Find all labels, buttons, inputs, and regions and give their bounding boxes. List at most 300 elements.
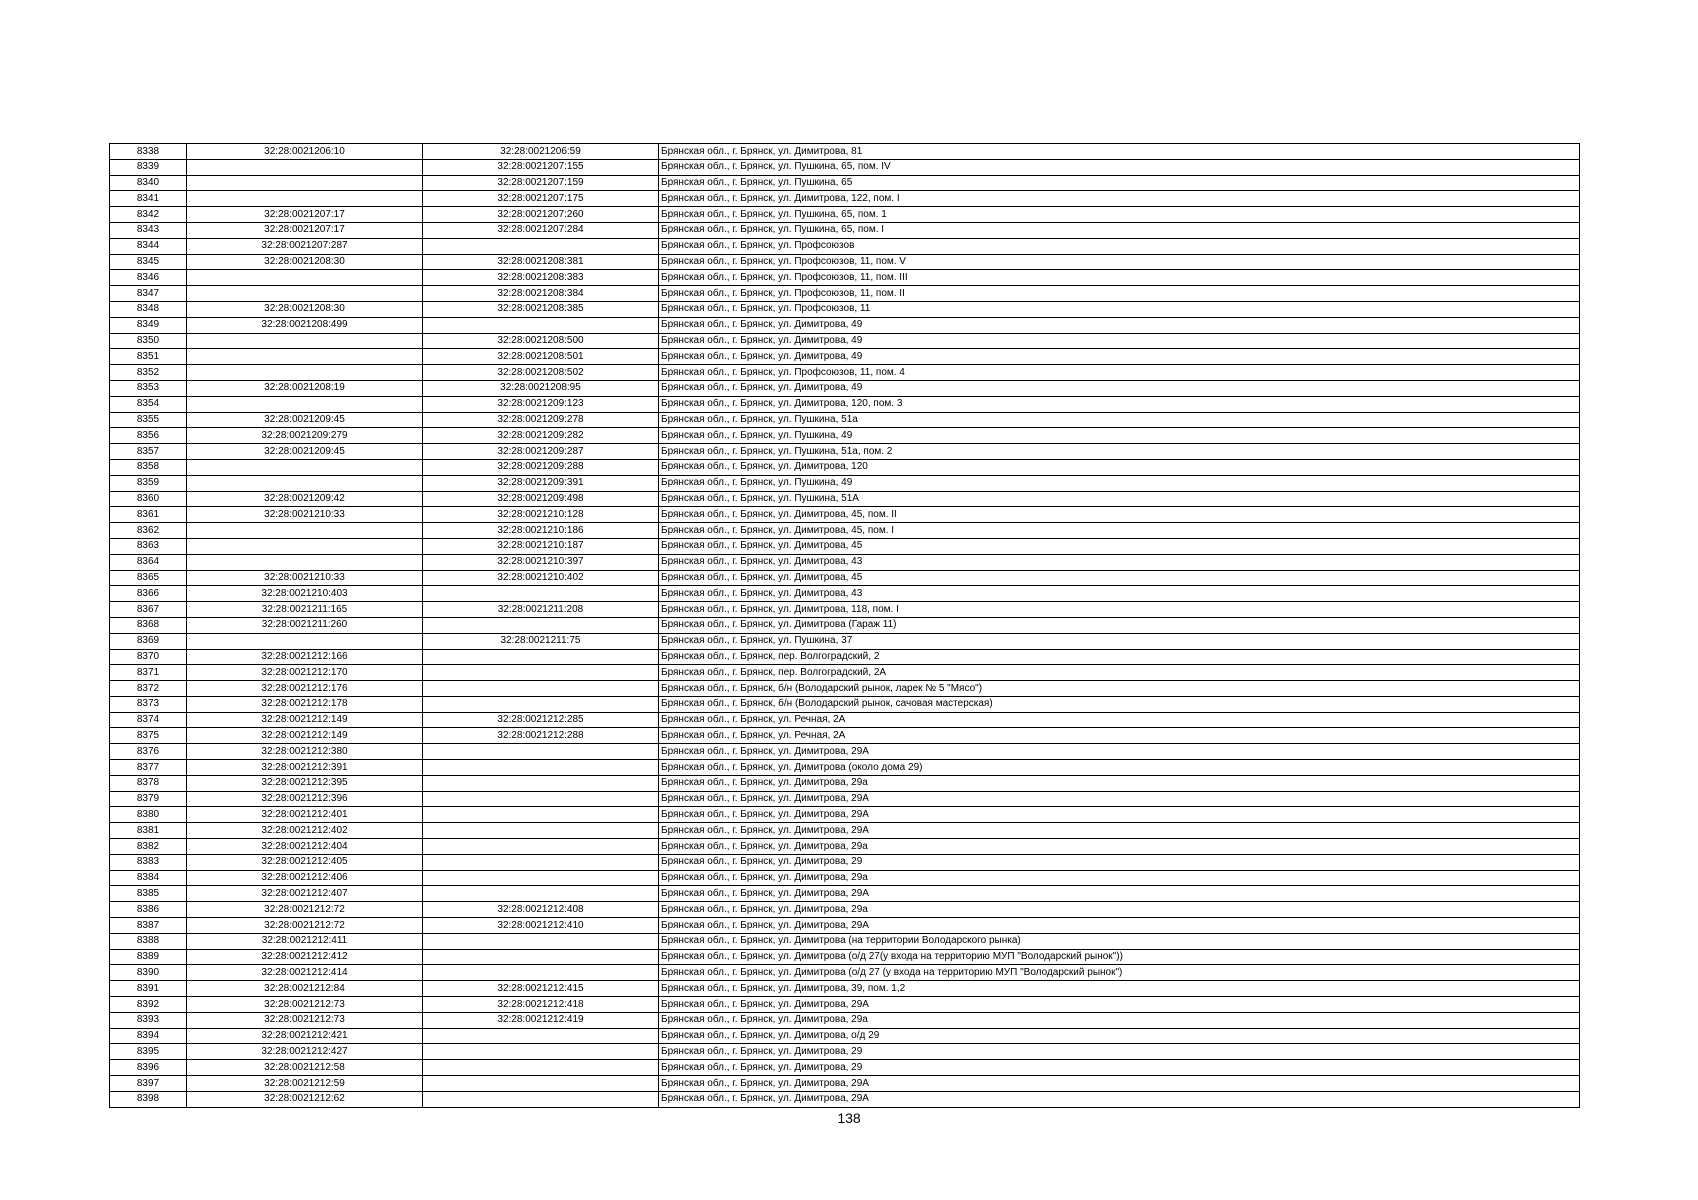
row-number-cell: 8384 — [110, 870, 187, 886]
table-row — [110, 602, 1580, 618]
parent-cadastral-number-cell — [187, 191, 423, 207]
address-cell: Брянская обл., г. Брянск, ул. Димитрова, 29а — [659, 870, 1580, 886]
row-number-cell: 8344 — [110, 238, 187, 254]
parent-cadastral-number-cell: 32:28:0021207:17 — [187, 207, 423, 223]
address-cell: Брянская обл., г. Брянск, ул. Димитрова (о/д 27(у входа на территорию МУП "Володарский рынок")) — [659, 949, 1580, 965]
page-number: 138 — [837, 1110, 861, 1126]
row-number-cell: 8394 — [110, 1028, 187, 1044]
parent-cadastral-number-cell: 32:28:0021210:33 — [187, 507, 423, 523]
parent-cadastral-number-cell — [187, 396, 423, 412]
table-row — [110, 412, 1580, 428]
row-number-cell: 8338 — [110, 144, 187, 160]
table-row — [110, 586, 1580, 602]
address-cell: Брянская обл., г. Брянск, ул. Пушкина, 65, пом. 1 — [659, 207, 1580, 223]
parent-cadastral-number-cell: 32:28:0021212:407 — [187, 886, 423, 902]
address-cell: Брянская обл., г. Брянск, ул. Профсоюзов, 11, пом. III — [659, 270, 1580, 286]
cadastral-number-cell — [423, 760, 659, 776]
row-number-cell: 8355 — [110, 412, 187, 428]
address-cell: Брянская обл., г. Брянск, ул. Димитрова, 29 — [659, 1044, 1580, 1060]
table-row — [110, 981, 1580, 997]
table-row — [110, 191, 1580, 207]
table-row — [110, 380, 1580, 396]
parent-cadastral-number-cell: 32:28:0021209:45 — [187, 444, 423, 460]
row-number-cell: 8387 — [110, 918, 187, 934]
table-row — [110, 428, 1580, 444]
table-row — [110, 175, 1580, 191]
row-number-cell: 8381 — [110, 823, 187, 839]
parent-cadastral-number-cell: 32:28:0021212:166 — [187, 649, 423, 665]
row-number-cell: 8346 — [110, 270, 187, 286]
cadastral-number-cell: 32:28:0021207:159 — [423, 175, 659, 191]
parent-cadastral-number-cell: 32:28:0021212:414 — [187, 965, 423, 981]
address-cell: Брянская обл., г. Брянск, ул. Пушкина, 51а — [659, 412, 1580, 428]
parent-cadastral-number-cell — [187, 349, 423, 365]
address-cell: Брянская обл., г. Брянск, ул. Пушкина, 65, пом. I — [659, 222, 1580, 238]
row-number-cell: 8398 — [110, 1091, 187, 1107]
cadastral-number-cell: 32:28:0021210:128 — [423, 507, 659, 523]
address-cell: Брянская обл., г. Брянск, пер. Волгоградский, 2А — [659, 665, 1580, 681]
cadastral-number-cell: 32:28:0021212:419 — [423, 1012, 659, 1028]
row-number-cell: 8341 — [110, 191, 187, 207]
row-number-cell: 8351 — [110, 349, 187, 365]
parent-cadastral-number-cell — [187, 554, 423, 570]
cadastral-number-cell — [423, 586, 659, 602]
parent-cadastral-number-cell: 32:28:0021212:62 — [187, 1091, 423, 1107]
address-cell: Брянская обл., г. Брянск, ул. Димитрова, 122, пом. I — [659, 191, 1580, 207]
address-cell: Брянская обл., г. Брянск, ул. Пушкина, 51А — [659, 491, 1580, 507]
address-cell: Брянская обл., г. Брянск, ул. Димитрова, 43 — [659, 554, 1580, 570]
cadastral-number-cell: 32:28:0021212:288 — [423, 728, 659, 744]
parent-cadastral-number-cell: 32:28:0021212:404 — [187, 839, 423, 855]
table-row — [110, 997, 1580, 1013]
address-cell: Брянская обл., г. Брянск, ул. Димитрова, 120, пом. 3 — [659, 396, 1580, 412]
cadastral-number-cell: 32:28:0021207:284 — [423, 222, 659, 238]
address-cell: Брянская обл., г. Брянск, ул. Димитрова, 29А — [659, 886, 1580, 902]
cadastral-number-cell: 32:28:0021207:260 — [423, 207, 659, 223]
parent-cadastral-number-cell — [187, 175, 423, 191]
table-row — [110, 207, 1580, 223]
table-row — [110, 807, 1580, 823]
table-row — [110, 1076, 1580, 1092]
row-number-cell: 8342 — [110, 207, 187, 223]
table-row — [110, 523, 1580, 539]
address-cell: Брянская обл., г. Брянск, ул. Речная, 2А — [659, 712, 1580, 728]
parent-cadastral-number-cell: 32:28:0021207:17 — [187, 222, 423, 238]
parent-cadastral-number-cell: 32:28:0021212:405 — [187, 854, 423, 870]
address-cell: Брянская обл., г. Брянск, ул. Димитрова, 45, пом. II — [659, 507, 1580, 523]
row-number-cell: 8372 — [110, 681, 187, 697]
table-row — [110, 633, 1580, 649]
row-number-cell: 8364 — [110, 554, 187, 570]
table-row — [110, 665, 1580, 681]
row-number-cell: 8388 — [110, 933, 187, 949]
row-number-cell: 8376 — [110, 744, 187, 760]
parent-cadastral-number-cell: 32:28:0021212:59 — [187, 1076, 423, 1092]
row-number-cell: 8383 — [110, 854, 187, 870]
cadastral-number-cell: 32:28:0021208:95 — [423, 380, 659, 396]
address-cell: Брянская обл., г. Брянск, ул. Профсоюзов, 11, пом. V — [659, 254, 1580, 270]
address-cell: Брянская обл., г. Брянск, ул. Димитрова (о/д 27 (у входа на территорию МУП "Володарский рынок") — [659, 965, 1580, 981]
cadastral-number-cell: 32:28:0021208:384 — [423, 286, 659, 302]
table-row — [110, 617, 1580, 633]
address-cell: Брянская обл., г. Брянск, ул. Профсоюзов, 11, пом. 4 — [659, 365, 1580, 381]
parent-cadastral-number-cell — [187, 633, 423, 649]
address-cell: Брянская обл., г. Брянск, ул. Димитрова, 29А — [659, 823, 1580, 839]
cadastral-number-cell: 32:28:0021208:383 — [423, 270, 659, 286]
table-row — [110, 475, 1580, 491]
address-cell: Брянская обл., г. Брянск, ул. Димитрова (около дома 29) — [659, 760, 1580, 776]
cadastral-number-cell: 32:28:0021209:288 — [423, 459, 659, 475]
table-row — [110, 902, 1580, 918]
parent-cadastral-number-cell: 32:28:0021212:401 — [187, 807, 423, 823]
parent-cadastral-number-cell: 32:28:0021212:72 — [187, 918, 423, 934]
row-number-cell: 8374 — [110, 712, 187, 728]
parent-cadastral-number-cell: 32:28:0021212:421 — [187, 1028, 423, 1044]
table-row — [110, 159, 1580, 175]
cadastral-number-cell — [423, 317, 659, 333]
address-cell: Брянская обл., г. Брянск, ул. Димитрова, 49 — [659, 333, 1580, 349]
table-row — [110, 870, 1580, 886]
cadastral-number-cell — [423, 649, 659, 665]
address-cell: Брянская обл., г. Брянск, ул. Димитрова, 29А — [659, 918, 1580, 934]
table-row — [110, 396, 1580, 412]
address-cell: Брянская обл., г. Брянск, ул. Димитрова, 29А — [659, 807, 1580, 823]
parent-cadastral-number-cell: 32:28:0021212:395 — [187, 775, 423, 791]
row-number-cell: 8359 — [110, 475, 187, 491]
table-row — [110, 538, 1580, 554]
parent-cadastral-number-cell: 32:28:0021207:287 — [187, 238, 423, 254]
table-row — [110, 744, 1580, 760]
parent-cadastral-number-cell: 32:28:0021212:396 — [187, 791, 423, 807]
address-cell: Брянская обл., г. Брянск, ул. Димитрова, 49 — [659, 349, 1580, 365]
parent-cadastral-number-cell: 32:28:0021212:411 — [187, 933, 423, 949]
row-number-cell: 8397 — [110, 1076, 187, 1092]
row-number-cell: 8392 — [110, 997, 187, 1013]
address-cell: Брянская обл., г. Брянск, ул. Димитрова (Гараж 11) — [659, 617, 1580, 633]
parent-cadastral-number-cell: 32:28:0021208:19 — [187, 380, 423, 396]
row-number-cell: 8368 — [110, 617, 187, 633]
address-cell: Брянская обл., г. Брянск, ул. Димитрова, 29а — [659, 1012, 1580, 1028]
cadastral-number-cell — [423, 681, 659, 697]
row-number-cell: 8389 — [110, 949, 187, 965]
row-number-cell: 8386 — [110, 902, 187, 918]
table-row — [110, 222, 1580, 238]
cadastral-number-cell: 32:28:0021208:500 — [423, 333, 659, 349]
cadastral-number-cell — [423, 870, 659, 886]
row-number-cell: 8360 — [110, 491, 187, 507]
row-number-cell: 8353 — [110, 380, 187, 396]
row-number-cell: 8347 — [110, 286, 187, 302]
row-number-cell: 8379 — [110, 791, 187, 807]
cadastral-number-cell — [423, 823, 659, 839]
parent-cadastral-number-cell: 32:28:0021209:279 — [187, 428, 423, 444]
cadastral-number-cell — [423, 238, 659, 254]
cadastral-number-cell — [423, 696, 659, 712]
cadastral-number-cell: 32:28:0021209:123 — [423, 396, 659, 412]
table-row — [110, 333, 1580, 349]
table-row — [110, 1012, 1580, 1028]
table-row — [110, 791, 1580, 807]
cadastral-number-cell — [423, 1044, 659, 1060]
parent-cadastral-number-cell — [187, 475, 423, 491]
address-cell: Брянская обл., г. Брянск, ул. Димитрова, 29а — [659, 839, 1580, 855]
address-cell: Брянская обл., г. Брянск, ул. Димитрова, 29А — [659, 997, 1580, 1013]
parent-cadastral-number-cell: 32:28:0021212:391 — [187, 760, 423, 776]
row-number-cell: 8352 — [110, 365, 187, 381]
address-cell: Брянская обл., г. Брянск, ул. Димитрова, 43 — [659, 586, 1580, 602]
parent-cadastral-number-cell: 32:28:0021212:170 — [187, 665, 423, 681]
row-number-cell: 8371 — [110, 665, 187, 681]
address-cell: Брянская обл., г. Брянск, ул. Димитрова, 45 — [659, 570, 1580, 586]
address-cell: Брянская обл., г. Брянск, ул. Профсоюзов, 11 — [659, 301, 1580, 317]
table-row — [110, 144, 1580, 160]
registry-table — [109, 143, 1580, 1108]
parent-cadastral-number-cell: 32:28:0021212:380 — [187, 744, 423, 760]
parent-cadastral-number-cell: 32:28:0021212:406 — [187, 870, 423, 886]
table-row — [110, 1028, 1580, 1044]
row-number-cell: 8343 — [110, 222, 187, 238]
cadastral-number-cell: 32:28:0021206:59 — [423, 144, 659, 160]
table-row — [110, 823, 1580, 839]
address-cell: Брянская обл., г. Брянск, ул. Димитрова, 29А — [659, 791, 1580, 807]
cadastral-number-cell: 32:28:0021208:502 — [423, 365, 659, 381]
table-row — [110, 854, 1580, 870]
address-cell: Брянская обл., г. Брянск, ул. Пушкина, 49 — [659, 475, 1580, 491]
row-number-cell: 8385 — [110, 886, 187, 902]
parent-cadastral-number-cell: 32:28:0021210:33 — [187, 570, 423, 586]
cadastral-number-cell — [423, 854, 659, 870]
cadastral-number-cell: 32:28:0021212:285 — [423, 712, 659, 728]
table-row — [110, 1044, 1580, 1060]
table-row — [110, 839, 1580, 855]
parent-cadastral-number-cell: 32:28:0021212:73 — [187, 997, 423, 1013]
row-number-cell: 8382 — [110, 839, 187, 855]
address-cell: Брянская обл., г. Брянск, ул. Димитрова, о/д 29 — [659, 1028, 1580, 1044]
row-number-cell: 8395 — [110, 1044, 187, 1060]
address-cell: Брянская обл., г. Брянск, пер. Волгоградский, 2 — [659, 649, 1580, 665]
table-row — [110, 254, 1580, 270]
parent-cadastral-number-cell: 32:28:0021212:72 — [187, 902, 423, 918]
cadastral-number-cell: 32:28:0021208:501 — [423, 349, 659, 365]
parent-cadastral-number-cell — [187, 365, 423, 381]
row-number-cell: 8375 — [110, 728, 187, 744]
address-cell: Брянская обл., г. Брянск, ул. Речная, 2А — [659, 728, 1580, 744]
row-number-cell: 8349 — [110, 317, 187, 333]
table-row — [110, 965, 1580, 981]
parent-cadastral-number-cell: 32:28:0021212:149 — [187, 728, 423, 744]
cadastral-number-cell: 32:28:0021207:155 — [423, 159, 659, 175]
cadastral-number-cell: 32:28:0021211:75 — [423, 633, 659, 649]
address-cell: Брянская обл., г. Брянск, ул. Димитрова, 45 — [659, 538, 1580, 554]
table-row — [110, 1091, 1580, 1107]
table-row — [110, 459, 1580, 475]
cadastral-number-cell: 32:28:0021212:415 — [423, 981, 659, 997]
cadastral-number-cell — [423, 617, 659, 633]
address-cell: Брянская обл., г. Брянск, ул. Профсоюзов — [659, 238, 1580, 254]
cadastral-number-cell — [423, 886, 659, 902]
table-row — [110, 712, 1580, 728]
row-number-cell: 8365 — [110, 570, 187, 586]
row-number-cell: 8391 — [110, 981, 187, 997]
table-row — [110, 1060, 1580, 1076]
cadastral-number-cell: 32:28:0021210:397 — [423, 554, 659, 570]
address-cell: Брянская обл., г. Брянск, ул. Димитрова, 29А — [659, 744, 1580, 760]
row-number-cell: 8378 — [110, 775, 187, 791]
cadastral-number-cell — [423, 665, 659, 681]
row-number-cell: 8393 — [110, 1012, 187, 1028]
table-row — [110, 365, 1580, 381]
table-row — [110, 301, 1580, 317]
table-row — [110, 286, 1580, 302]
parent-cadastral-number-cell: 32:28:0021208:30 — [187, 301, 423, 317]
address-cell: Брянская обл., г. Брянск, ул. Димитрова, 29а — [659, 902, 1580, 918]
parent-cadastral-number-cell: 32:28:0021212:176 — [187, 681, 423, 697]
table-row — [110, 570, 1580, 586]
cadastral-number-cell: 32:28:0021210:187 — [423, 538, 659, 554]
table-row — [110, 775, 1580, 791]
address-cell: Брянская обл., г. Брянск, ул. Димитрова, 29А — [659, 1091, 1580, 1107]
cadastral-number-cell — [423, 744, 659, 760]
parent-cadastral-number-cell: 32:28:0021206:10 — [187, 144, 423, 160]
address-cell: Брянская обл., г. Брянск, ул. Пушкина, 65, пом. IV — [659, 159, 1580, 175]
address-cell: Брянская обл., г. Брянск, ул. Димитрова, 29 — [659, 1060, 1580, 1076]
cadastral-number-cell: 32:28:0021208:385 — [423, 301, 659, 317]
parent-cadastral-number-cell: 32:28:0021209:42 — [187, 491, 423, 507]
registry-table-body — [110, 144, 1580, 1108]
table-row — [110, 349, 1580, 365]
parent-cadastral-number-cell: 32:28:0021210:403 — [187, 586, 423, 602]
row-number-cell: 8362 — [110, 523, 187, 539]
parent-cadastral-number-cell: 32:28:0021209:45 — [187, 412, 423, 428]
cadastral-number-cell — [423, 949, 659, 965]
row-number-cell: 8380 — [110, 807, 187, 823]
cadastral-number-cell: 32:28:0021209:278 — [423, 412, 659, 428]
table-row — [110, 681, 1580, 697]
parent-cadastral-number-cell: 32:28:0021211:260 — [187, 617, 423, 633]
cadastral-number-cell — [423, 1028, 659, 1044]
address-cell: Брянская обл., г. Брянск, ул. Димитрова, 81 — [659, 144, 1580, 160]
address-cell: Брянская обл., г. Брянск, ул. Димитрова, 49 — [659, 317, 1580, 333]
parent-cadastral-number-cell: 32:28:0021212:149 — [187, 712, 423, 728]
cadastral-number-cell — [423, 839, 659, 855]
table-row — [110, 728, 1580, 744]
table-row — [110, 507, 1580, 523]
row-number-cell: 8356 — [110, 428, 187, 444]
address-cell: Брянская обл., г. Брянск, ул. Димитрова, 120 — [659, 459, 1580, 475]
row-number-cell: 8366 — [110, 586, 187, 602]
row-number-cell: 8358 — [110, 459, 187, 475]
row-number-cell: 8354 — [110, 396, 187, 412]
row-number-cell: 8361 — [110, 507, 187, 523]
row-number-cell: 8369 — [110, 633, 187, 649]
address-cell: Брянская обл., г. Брянск, б/н (Володарский рынок, ларек № 5 "Мясо") — [659, 681, 1580, 697]
parent-cadastral-number-cell — [187, 333, 423, 349]
address-cell: Брянская обл., г. Брянск, ул. Димитрова, 118, пом. I — [659, 602, 1580, 618]
row-number-cell: 8339 — [110, 159, 187, 175]
cadastral-number-cell — [423, 965, 659, 981]
parent-cadastral-number-cell — [187, 159, 423, 175]
cadastral-number-cell: 32:28:0021212:418 — [423, 997, 659, 1013]
address-cell: Брянская обл., г. Брянск, ул. Димитрова (на территории Володарского рынка) — [659, 933, 1580, 949]
row-number-cell: 8377 — [110, 760, 187, 776]
cadastral-number-cell — [423, 1076, 659, 1092]
cadastral-number-cell: 32:28:0021212:410 — [423, 918, 659, 934]
cadastral-number-cell: 32:28:0021209:282 — [423, 428, 659, 444]
parent-cadastral-number-cell — [187, 459, 423, 475]
table-row — [110, 554, 1580, 570]
address-cell: Брянская обл., г. Брянск, ул. Профсоюзов, 11, пом. II — [659, 286, 1580, 302]
table-row — [110, 649, 1580, 665]
table-row — [110, 933, 1580, 949]
address-cell: Брянская обл., г. Брянск, ул. Пушкина, 65 — [659, 175, 1580, 191]
parent-cadastral-number-cell: 32:28:0021208:499 — [187, 317, 423, 333]
cadastral-number-cell: 32:28:0021209:287 — [423, 444, 659, 460]
address-cell: Брянская обл., г. Брянск, ул. Пушкина, 51а, пом. 2 — [659, 444, 1580, 460]
cadastral-number-cell: 32:28:0021211:208 — [423, 602, 659, 618]
cadastral-number-cell — [423, 791, 659, 807]
parent-cadastral-number-cell: 32:28:0021212:58 — [187, 1060, 423, 1076]
parent-cadastral-number-cell: 32:28:0021212:402 — [187, 823, 423, 839]
table-row — [110, 696, 1580, 712]
parent-cadastral-number-cell — [187, 286, 423, 302]
cadastral-number-cell: 32:28:0021212:408 — [423, 902, 659, 918]
cadastral-number-cell: 32:28:0021209:391 — [423, 475, 659, 491]
table-row — [110, 270, 1580, 286]
parent-cadastral-number-cell: 32:28:0021211:165 — [187, 602, 423, 618]
parent-cadastral-number-cell: 32:28:0021212:412 — [187, 949, 423, 965]
address-cell: Брянская обл., г. Брянск, ул. Димитрова, 49 — [659, 380, 1580, 396]
parent-cadastral-number-cell: 32:28:0021208:30 — [187, 254, 423, 270]
cadastral-number-cell: 32:28:0021208:381 — [423, 254, 659, 270]
parent-cadastral-number-cell: 32:28:0021212:73 — [187, 1012, 423, 1028]
row-number-cell: 8345 — [110, 254, 187, 270]
address-cell: Брянская обл., г. Брянск, ул. Димитрова, 45, пом. I — [659, 523, 1580, 539]
row-number-cell: 8363 — [110, 538, 187, 554]
table-row — [110, 949, 1580, 965]
cadastral-number-cell — [423, 1091, 659, 1107]
address-cell: Брянская обл., г. Брянск, ул. Димитрова, 29а — [659, 775, 1580, 791]
row-number-cell: 8350 — [110, 333, 187, 349]
table-row — [110, 238, 1580, 254]
parent-cadastral-number-cell: 32:28:0021212:427 — [187, 1044, 423, 1060]
row-number-cell: 8348 — [110, 301, 187, 317]
table-row — [110, 886, 1580, 902]
row-number-cell: 8340 — [110, 175, 187, 191]
table-row — [110, 317, 1580, 333]
table-row — [110, 491, 1580, 507]
cadastral-number-cell: 32:28:0021210:186 — [423, 523, 659, 539]
cadastral-number-cell: 32:28:0021210:402 — [423, 570, 659, 586]
row-number-cell: 8390 — [110, 965, 187, 981]
address-cell: Брянская обл., г. Брянск, ул. Димитрова, 29А — [659, 1076, 1580, 1092]
table-row — [110, 918, 1580, 934]
parent-cadastral-number-cell: 32:28:0021212:178 — [187, 696, 423, 712]
cadastral-number-cell — [423, 1060, 659, 1076]
table-row — [110, 444, 1580, 460]
parent-cadastral-number-cell — [187, 538, 423, 554]
row-number-cell: 8367 — [110, 602, 187, 618]
row-number-cell: 8373 — [110, 696, 187, 712]
cadastral-number-cell — [423, 775, 659, 791]
cadastral-number-cell: 32:28:0021207:175 — [423, 191, 659, 207]
table-row — [110, 760, 1580, 776]
address-cell: Брянская обл., г. Брянск, б/н (Володарский рынок, сачовая мастерская) — [659, 696, 1580, 712]
cadastral-number-cell: 32:28:0021209:498 — [423, 491, 659, 507]
parent-cadastral-number-cell: 32:28:0021212:84 — [187, 981, 423, 997]
parent-cadastral-number-cell — [187, 523, 423, 539]
row-number-cell: 8357 — [110, 444, 187, 460]
address-cell: Брянская обл., г. Брянск, ул. Димитрова, 39, пом. 1,2 — [659, 981, 1580, 997]
